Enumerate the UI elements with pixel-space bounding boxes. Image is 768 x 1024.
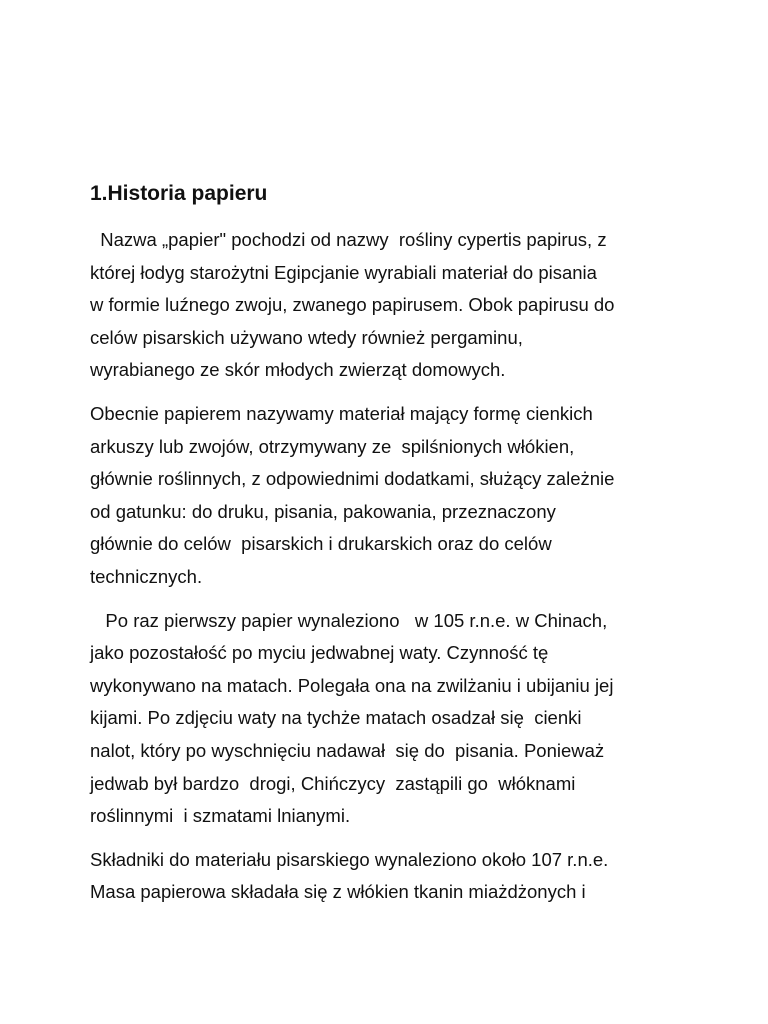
text-line: od gatunku: do druku, pisania, pakowania, przeznaczony xyxy=(90,500,556,522)
text-line: nalot, który po wyschnięciu nadawał się do pisania. Ponieważ xyxy=(90,739,605,761)
text-line: celów pisarskich używano wtedy również pergaminu, xyxy=(90,326,523,348)
text-line: Nazwa „papier" pochodzi od nazwy rośliny cypertis papirus, z xyxy=(90,229,607,250)
text-line: w formie luźnego zwoju, zwanego papirusem. Obok papirusu do xyxy=(90,294,615,316)
text-line: głównie do celów pisarskich i drukarskich oraz do celów xyxy=(90,533,552,555)
document-body xyxy=(90,178,690,920)
paragraph-1 xyxy=(90,224,690,387)
text-line: jedwab był bardzo drogi, Chińczycy zastąpili go włóknami xyxy=(90,772,576,794)
text-line: Masa papierowa składała się z włókien tkanin miażdżonych i xyxy=(90,881,586,903)
text-line: wykonywano na matach. Polegała ona na zwilżaniu i ubijaniu jej xyxy=(90,674,614,696)
paragraph-4 xyxy=(90,844,690,909)
text-line: Po raz pierwszy papier wynaleziono w 105 r.n.e. w Chinach, xyxy=(90,609,608,631)
text-line: której łodyg starożytni Egipcjanie wyrabiali materiał do pisania xyxy=(90,261,597,283)
text-line: technicznych. xyxy=(90,565,203,587)
paragraph-3 xyxy=(90,605,690,833)
text-line: Obecnie papierem nazywamy materiał mający formę cienkich xyxy=(90,402,593,424)
text-line: arkuszy lub zwojów, otrzymywany ze spilśnionych włókien, xyxy=(90,435,575,457)
text-line: kijami. Po zdjęciu waty na tychże matach osadzał się cienki xyxy=(90,707,582,729)
section-heading: 1.Historia papieru xyxy=(90,182,268,205)
text-line: jako pozostałość po myciu jedwabnej waty. Czynność tę xyxy=(90,642,549,664)
text-line: wyrabianego ze skór młodych zwierząt domowych. xyxy=(90,359,506,381)
text-line: roślinnymi i szmatami lnianymi. xyxy=(90,805,351,827)
text-line: Składniki do materiału pisarskiego wynaleziono około 107 r.n.e. xyxy=(90,848,609,870)
paragraph-2 xyxy=(90,398,690,594)
text-line: głównie roślinnych, z odpowiednimi dodatkami, służący zależnie xyxy=(90,468,615,490)
